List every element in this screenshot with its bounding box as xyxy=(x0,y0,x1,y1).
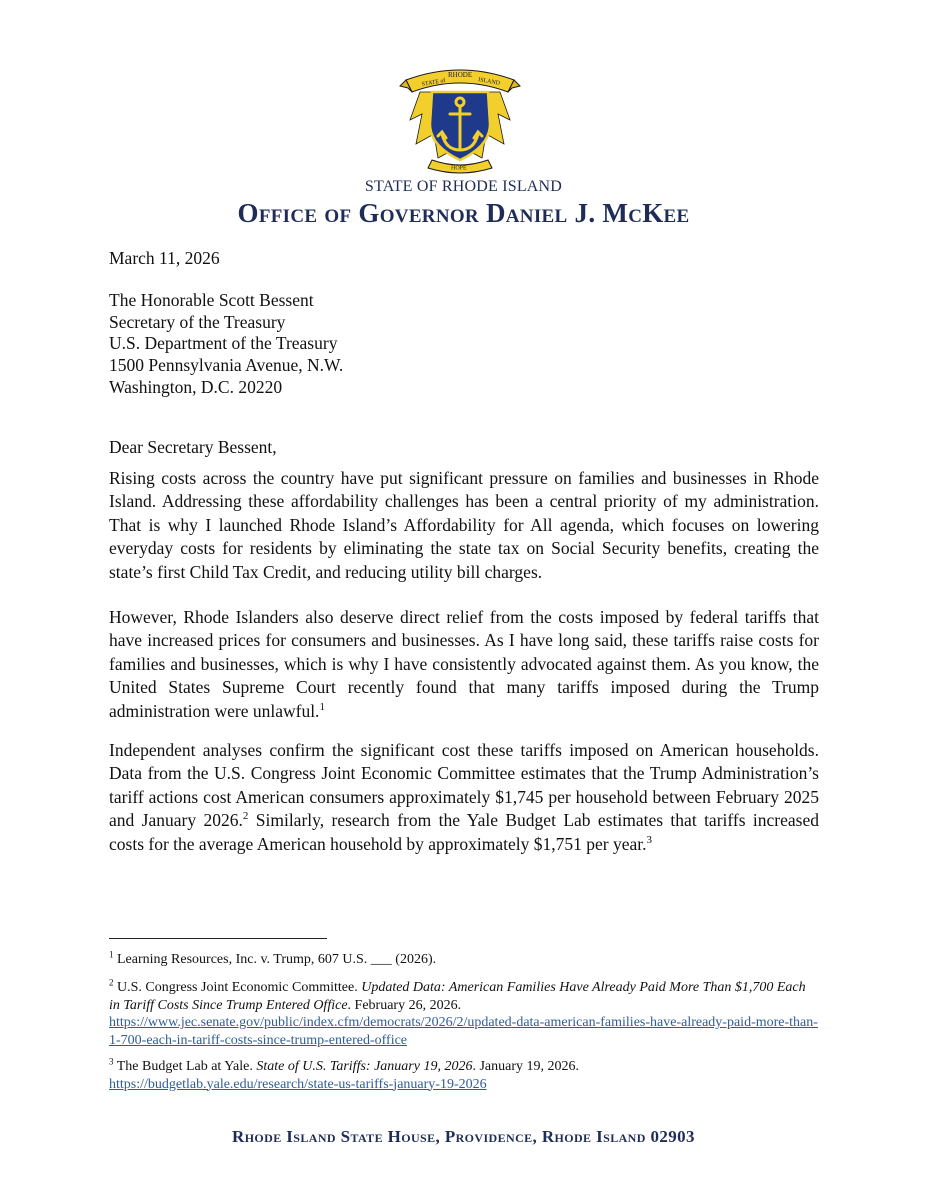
footnote-divider xyxy=(109,938,327,939)
footnote-2-number: 2 xyxy=(109,977,114,988)
footnote-1 xyxy=(109,951,819,969)
footnote-3-number: 3 xyxy=(109,1056,114,1067)
footnote-2-source: U.S. Congress Joint Economic Committee. xyxy=(113,980,362,995)
footnote-2-title: Updated Data: American Families Have Already Paid More Than $1,700 Each in Tariff Costs Since Trump Entered Office xyxy=(109,980,806,1013)
body-paragraph-3 xyxy=(109,739,819,856)
footnote-1-number: 1 xyxy=(109,949,114,960)
footnote-2-date: . February 26, 2026. xyxy=(347,997,462,1013)
footnote-ref-2: 2 xyxy=(242,810,249,823)
footnote-3-title: State of U.S. Tariffs: January 19, 2026 xyxy=(256,1059,473,1074)
seal-text-island: ISLAND xyxy=(477,77,501,87)
letterhead-office: Office of Governor Daniel J. McKee xyxy=(237,198,690,228)
footnote-1-text: Learning Resources, Inc. v. Trump, 607 U.S. ___ (2026). xyxy=(113,952,437,967)
letter-date: March 11, 2026 xyxy=(109,248,220,268)
footnote-3 xyxy=(109,1058,819,1093)
recipient-city: Washington, D.C. 20220 xyxy=(109,376,283,397)
footnote-2 xyxy=(109,979,819,1049)
recipient-department: U.S. Department of the Treasury xyxy=(109,333,338,354)
rhode-island-seal xyxy=(398,62,522,174)
body-paragraph-2 xyxy=(109,606,819,723)
footnote-2-link[interactable]: https://www.jec.senate.gov/public/index.cfm/democrats/2026/2/updated-data-american-families-have-already-paid-more-than-1-700-each-in-tariff-costs-since-trump-entered-office xyxy=(109,1015,818,1048)
seal-text-rhode: RHODE xyxy=(448,71,473,79)
salutation: Dear Secretary Bessent, xyxy=(109,437,277,457)
recipient-address xyxy=(109,290,343,399)
footnote-3-link[interactable]: https://budgetlab.yale.edu/research/state-us-tariffs-january-19-2026 xyxy=(109,1076,487,1092)
paragraph-3-text-a: Independent analyses confirm the significant cost these tariffs imposed on American households. Data from the U.S. Congress Joint Economic Committee estimates that the Trump Administration’s tariff actions cost American consumers approximately $1,745 per household between February 2025 and January 2026. xyxy=(109,740,819,831)
footnote-ref-1: 1 xyxy=(319,700,325,713)
recipient-title: Secretary of the Treasury xyxy=(109,311,286,332)
letterhead-footer-address: Rhode Island State House, Providence, Rhode Island 02903 xyxy=(232,1127,695,1146)
footnote-3-source: The Budget Lab at Yale. xyxy=(113,1059,257,1074)
body-paragraph-1: Rising costs across the country have put significant pressure on families and businesses in Rhode Island. Addressing these affordability challenges has been a central priority of my administration. That is why I launched Rhode Island’s Affordability for All agenda, which focuses on lowering everyday costs for residents by eliminating the state tax on Social Security benefits, creating the state’s first Child Tax Credit, and reducing utility bill charges. xyxy=(109,468,819,582)
footnote-ref-3: 3 xyxy=(646,833,652,846)
paragraph-2-text: However, Rhode Islanders also deserve direct relief from the costs imposed by federal tariffs that have increased prices for consumers and businesses. As I have long said, these tariffs raise costs for families and businesses, which is why I have consistently advocated against them. As you know, the United States Supreme Court recently found that many tariffs imposed during the Trump administration were unlawful. xyxy=(109,607,819,721)
paragraph-3-text-b: Similarly, research from the Yale Budget Lab estimates that tariffs increased costs for the average American household by approximately $1,751 per year. xyxy=(109,810,819,854)
seal-text-hope: HOPE xyxy=(451,165,467,172)
footnote-3-date: . January 19, 2026. xyxy=(472,1059,579,1074)
recipient-name: The Honorable Scott Bessent xyxy=(109,290,314,310)
letterhead-state: STATE OF RHODE ISLAND xyxy=(364,178,563,195)
seal-text-state-of: STATE of xyxy=(421,77,447,88)
recipient-street: 1500 Pennsylvania Avenue, N.W. xyxy=(109,355,344,376)
